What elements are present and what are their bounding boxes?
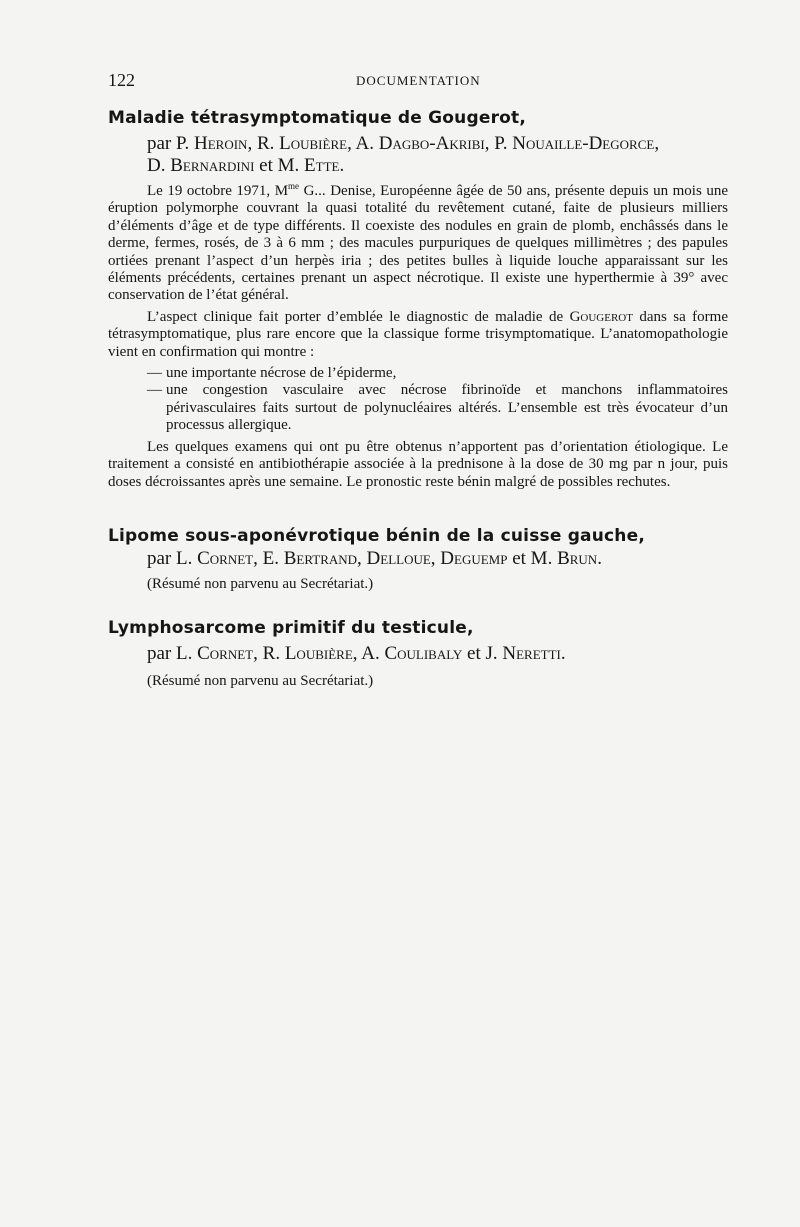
author-separator: , A. [347, 133, 379, 154]
author-name: Cornet [197, 643, 254, 664]
author-separator: et M. [507, 548, 558, 569]
summary-note: (Résumé non parvenu au Secrétariat.) [147, 576, 374, 592]
author-name: Bertrand [283, 548, 358, 569]
authors-prefix: D. [147, 155, 171, 176]
list-item-text: une congestion vasculaire avec nécrose fibrinoïde et manchons inflammatoires périvasculaires faits surtout de polynucléaires altérés. L’ensemble est très évocateur d’un processus allergique. [166, 382, 728, 434]
author-name: Neretti [502, 643, 561, 664]
author-separator: . [339, 155, 345, 176]
findings-list [108, 365, 728, 435]
dash-bullet: — [147, 365, 162, 382]
entry-title-lipome: Lipome sous-aponévrotique bénin de la cuisse gauche, [108, 526, 646, 546]
authors-lipome [147, 548, 732, 570]
eponym: Gougerot [569, 308, 633, 325]
paragraph-text: Le 19 octobre 1971, M [147, 183, 289, 199]
author-name: Ette [304, 155, 340, 176]
author-name: Heroin [193, 133, 248, 154]
author-name: Cornet [197, 548, 254, 569]
author-name: Nouaille-Degorce [512, 133, 655, 154]
authors-prefix: par L. [147, 548, 198, 569]
author-name: Delloue [366, 548, 431, 569]
author-separator: . [597, 548, 602, 569]
authors-prefix: par L. [147, 643, 198, 664]
author-name: Dagbo-Akribi [378, 133, 485, 154]
list-item [108, 382, 728, 434]
author-separator: , [654, 133, 660, 154]
entry-title-gougerot: Maladie tétrasymptomatique de Gougerot, [108, 108, 527, 128]
author-separator: , R. [253, 643, 285, 664]
summary-note: (Résumé non parvenu au Secrétariat.) [147, 673, 374, 689]
author-name: Loubière [279, 133, 348, 154]
paragraph-text: dans sa forme tétrasymptomatique, plus rare encore que la classique forme trisymptomatique. L’anatomopathologie vient en confirmation qui montre : [108, 308, 728, 360]
running-title: DOCUMENTATION [356, 73, 481, 88]
authors-prefix: par P. [147, 133, 194, 154]
running-header [108, 70, 728, 92]
author-separator: et M. [254, 155, 305, 176]
paragraph-text: L’aspect clinique fait porter d’emblée le diagnostic de maladie de [147, 308, 570, 325]
paragraph-treatment: Les quelques examens qui ont pu être obtenus n’apportent pas d’orientation étiologique. Le traitement a consisté en antibiothérapie associée à la prednisone à la dose de 30 mg par n jour, puis doses décroissantes après une semaine. Le pronostic reste bénin malgré de possibles rechutes. [108, 438, 728, 490]
author-separator: , [357, 548, 367, 569]
author-separator: , A. [352, 643, 385, 664]
author-name: Brun [557, 548, 598, 569]
paragraph-diagnosis [108, 309, 728, 361]
authors-lymphosarcome [147, 643, 732, 665]
author-separator: , P. [484, 133, 513, 154]
author-name: Bernardini [170, 155, 255, 176]
abstract-body [108, 183, 728, 495]
list-item [108, 365, 728, 382]
authors-line-1 [147, 133, 732, 155]
authors-line-2 [147, 155, 732, 177]
author-separator: , R. [247, 133, 280, 154]
entry-title-lymphosarcome: Lymphosarcome primitif du testicule, [108, 618, 474, 638]
paragraph-case [108, 183, 728, 305]
paragraph-text: G... Denise, Européenne âgée de 50 ans, présente depuis un mois une éruption polymorphe couvrant la quasi totalité du revêtement cutané, faite de plusieurs milliers d’éléments d’âge et de type différents. Il coexiste des nodules en grain de plomb, enchâssés dans le derme, fermes, rosés, de 3 à 6 mm ; des macules purpuriques de quelques millimètres ; des papules ortiées prenant l’aspect d’un herpès iria ; des petites bulles à liquide louche apparaissant sur les éléments précédents, certaines prenant un aspect nécrotique. Il existe une hyperthermie à 39° avec conservation de l’état général. [108, 183, 728, 304]
dash-bullet: — [147, 382, 162, 399]
author-separator: , [430, 548, 441, 569]
superscript: me [288, 181, 300, 191]
author-name: Coulibaly [384, 643, 463, 664]
author-name: Loubière [284, 643, 353, 664]
author-separator: . [560, 643, 566, 664]
page-number: 122 [108, 70, 135, 90]
author-name: Deguemp [440, 548, 508, 569]
author-separator: , E. [253, 548, 284, 569]
author-separator: et J. [462, 643, 503, 664]
authors-gougerot [147, 133, 732, 177]
list-item-text: une importante nécrose de l’épiderme, [166, 365, 397, 382]
